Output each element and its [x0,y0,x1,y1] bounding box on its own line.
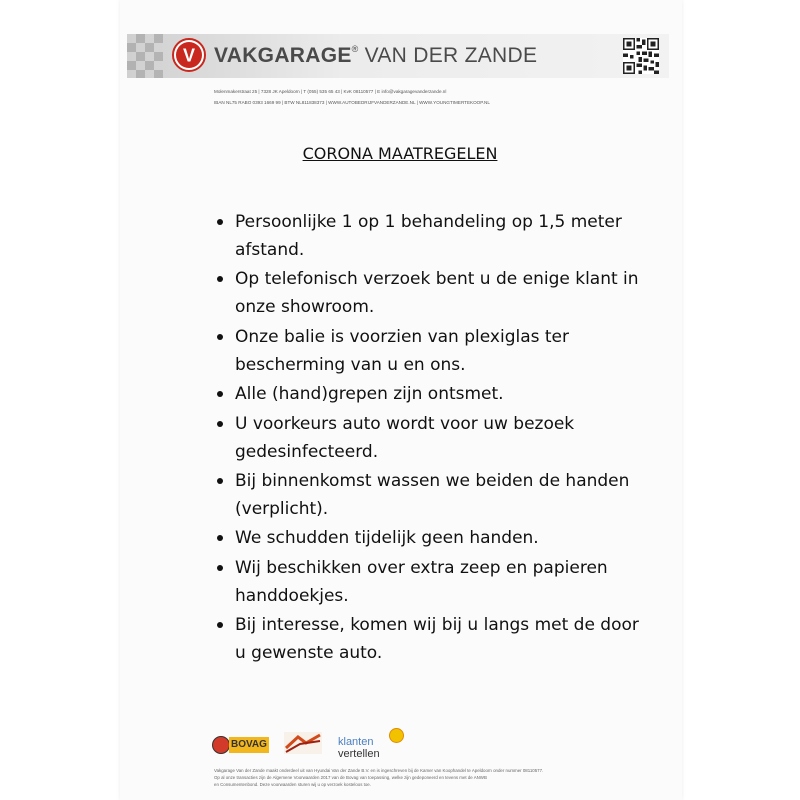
measures-list [215,208,655,669]
list-item [215,611,655,667]
footer-disclaimer-line: Op al onze transacties zijn de Algemene Voorwaarden 2017 van de Bovag van toepassing, welke zijn gedeponeerd en tevens met de ANWB [214,775,487,780]
list-item [215,410,655,466]
footer-disclaimer-line: Vakgarage Van der Zande maakt onderdeel uit van Hyundai Van der Zande B.V. en is ingeschreven bij de Kamer van Koophandel te Apeldoorn onder nummer 08110577. [214,768,544,773]
quality-badge-icon [284,732,322,754]
brand-name [214,44,537,68]
bullet-icon [217,219,223,225]
measure-text: U voorkeurs auto wordt voor uw bezoek gedesinfecteerd. [235,413,575,462]
measure-text: Wij beschikken over extra zeep en papieren handdoekjes. [235,557,608,606]
measure-text: Persoonlijke 1 op 1 behandeling op 1,5 meter afstand. [235,212,622,260]
measure-text: We schudden tijdelijk geen handen. [235,528,539,549]
vakgarage-logo-icon [172,38,206,72]
contact-line-address: Molenmakerstraat 25 | 7328 JK Apeldoorn | T (055) 535 65 43 | KvK 08110577 | E info@vakgaragevanderzande.nl [214,89,447,94]
checker-flag-decoration [127,34,163,78]
list-item [215,323,655,379]
klanten-text: klanten [338,736,374,748]
measure-text: Alle (hand)grepen zijn ontsmet. [235,384,504,405]
logo-letter: V [182,45,196,66]
list-item [215,467,655,523]
measure-text: Bij interesse, komen wij bij u langs met de door u gewenste auto. [235,615,639,664]
list-item [215,524,655,552]
bullet-icon [217,565,223,571]
contact-line-bank: IBAN NL75 RABO 0393 1669 99 | BTW NL811838373 | WWW.AUTOBEDRIJFVANDERZANDE.NL | WWW.YOUNGTIMERTEKOOP.NL [214,100,490,105]
bovag-logo [212,736,267,754]
measure-text: Onze balie is voorzien van plexiglas ter bescherming van u en ons. [235,326,569,375]
bullet-icon [217,276,223,282]
brand-sub: VAN DER ZANDE [364,44,538,67]
klanten-vertellen-icon [389,728,404,743]
qr-code-icon [623,38,659,74]
klanten-vertellen-logo [338,728,408,762]
bullet-icon [217,622,223,628]
vertellen-text: vertellen [338,748,380,760]
measure-text: Op telefonisch verzoek bent u de enige klant in onze showroom. [235,269,639,318]
bovag-emblem-icon [212,736,230,754]
bovag-label: BOVAG [229,737,269,753]
page-title: CORONA MAATREGELEN [302,144,498,163]
list-item [215,265,655,321]
bullet-icon [217,334,223,340]
bullet-icon [217,421,223,427]
list-item [215,208,655,264]
brand-registered-mark: ® [351,44,359,54]
bullet-icon [217,391,223,397]
list-item [215,554,655,610]
measure-text: Bij binnenkomst wassen we beiden de handen (verplicht). [235,470,630,519]
bullet-icon [217,478,223,484]
footer-disclaimer-line: en Consumentenbond. Deze voorwaarden sturen wij u op verzoek kosteloos toe. [214,782,371,787]
bullet-icon [217,535,223,541]
list-item [215,380,655,408]
brand-main: VAKGARAGE [214,44,352,67]
